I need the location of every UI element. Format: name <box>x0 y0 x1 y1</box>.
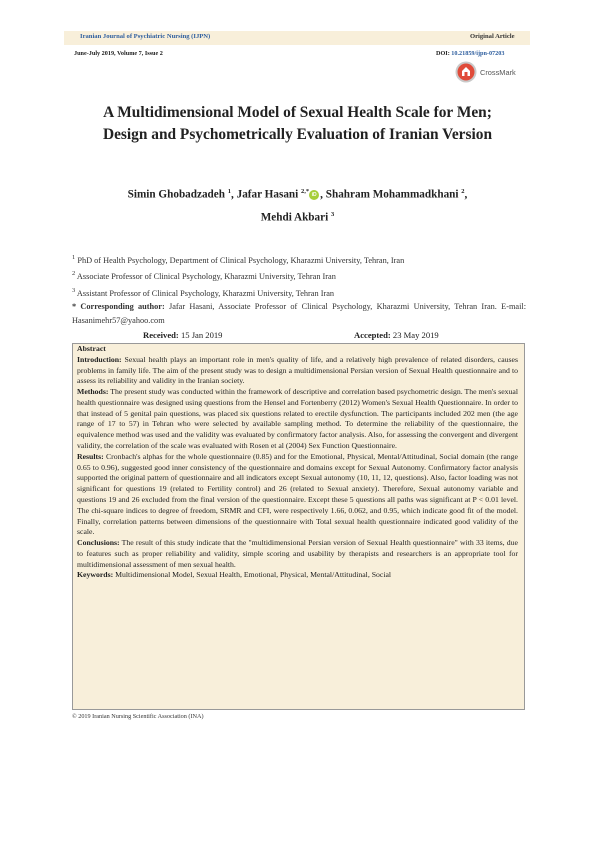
crossmark-icon <box>455 61 477 83</box>
corresponding-text: Jafar Hasani, Associate Professor of Clinical Psychology, Kharazmi University, Tehran Iran. E-mail: Hasanimehr57@yahoo.com <box>72 302 527 325</box>
doi-label: DOI: <box>436 50 452 57</box>
accepted-date: Accepted: 23 May 2019 <box>354 330 439 340</box>
corresponding-label: * Corresponding author: <box>72 302 165 312</box>
abstract-heading: Abstract <box>77 344 106 353</box>
author-affiliation-mark: 2 <box>461 188 465 195</box>
author-list: Simin Ghobadzadeh $^1$, Jafar Hasani $^{2,*}$ iD , Shahram Mohammadkhani $^2$, Mehdi Akbari $^3$ <box>127 188 468 224</box>
abstract-keywords: Keywords: Multidimensional Model, Sexual Health, Emotional, Physical, Mental/Attitudinal, Social <box>77 570 392 580</box>
doi-link[interactable]: 10.21859/ijpn-07203 <box>451 50 505 57</box>
crossmark-label: CrossMark <box>480 68 516 77</box>
author-name: Shahram Mohammadkhani <box>325 188 459 201</box>
author-affiliation-mark: 2,* <box>301 188 310 195</box>
title-line-1: A Multidimensional Model of Sexual Health Scale for Men; <box>103 104 492 121</box>
abstract-content <box>77 344 518 581</box>
abstract-results: Results: Cronbach's alphas for the whole questionnaire (0.85) and for the Emotional, Physical, Mental/Attitudinal, Social domain (the range 0.65 to 0.96), suggested good inner consistency of the questionnaire and domains except for Sexual Autonomy. Confirmatory factor analysis supported the original pattern of questionnaire and all indicators except Sexual autonomy (10, 11, 12, questions). Also, factor loading was not significant for questions 19 (related to Fertility control) and 26 (related to Sexual anxiety). Therefore, Sexual autonomy variable and questions 19 and 26 excluded from the final version of the questionnaire. Except these 5 questions all paths was significant at P < 0.01 level. The chi-square indices to degree of freedom, SRMR and CFI, were respectively 1.66, 0.062, and 0.95, which indicate good fit of the model. Finally, correlation patterns between dimensions of the questionnaire with Total sexual health questionnaire indicated good validity of the scale. <box>77 451 518 537</box>
author-affiliation-mark: 1 <box>227 188 232 195</box>
crossmark-button[interactable] <box>455 61 515 85</box>
orcid-icon[interactable]: iD <box>309 190 319 200</box>
journal-name[interactable]: Iranian Journal of Psychiatric Nursing (IJPN) <box>80 33 211 40</box>
doi <box>436 50 504 57</box>
issue-info: June-July 2019, Volume 7, Issue 2 <box>74 50 163 57</box>
abstract-methods: Methods: The present study was conducted within the framework of descriptive and correlation based psychometric design. The men's sexual health questionnaire was designed using questions from the Hensel and Fortenberry (2012) Women's Sexual Health Questionnaire. In order to that instead of 5 genital pain questions, was placed six questions related to erectile dysfunction. The participants included 202 men (the age range of 17 to 57) in Tehran who were selected by available sampling method. To determine the reliability of the questionnaire, the equivalence method was used and the validity was evaluated by confirmatory factor analysis. Also, for assessing the convergent and divergent validity, the correlation of the scale was evaluated with Rosen et al (2004) Sex Function Questionnaire. <box>77 387 518 451</box>
author-affiliation-mark: 3 <box>331 210 335 218</box>
received-date: Received: 15 Jan 2019 <box>143 330 223 340</box>
title-line-2: Design and Psychometrically Evaluation of Iranian Version <box>102 126 493 143</box>
affiliation-item: $^2$ Associate Professor of Clinical Psychology, Kharazmi University, Tehran Iran <box>72 270 336 282</box>
author-name: Jafar Hasani <box>236 188 299 201</box>
article-type: Original Article <box>470 33 515 40</box>
corresponding-author <box>72 300 526 327</box>
affiliation-item: $^1$ PhD of Health Psychology, Department of Clinical Psychology, Kharazmi University, Tehran, Iran <box>72 254 405 265</box>
copyright-notice: © 2019 Iranian Nursing Scientific Association (INA) <box>72 713 204 720</box>
affiliation-item: $^3$ Assistant Professor of Clinical Psychology, Kharazmi University, Tehran Iran <box>72 286 335 298</box>
abstract-conclusions: Conclusions: The result of this study indicate that the "multidimensional Persian version of Sexual Health questionnaire" with 33 items, due to features such as proper reliability and validity, simple scoring and usability by therapists and researchers is an appropriate tool for multidimensional assessment of men sexual health. <box>77 538 518 569</box>
author-name: Simin Ghobadzadeh <box>127 188 225 201</box>
affiliations <box>72 251 526 327</box>
abstract-introduction: Introduction: Sexual health plays an important role in men's quality of life, and a relatively high prevalence of related disorders, causes problems in family life. The aim of the present study was to design a multidimensional Persian version of Sexual Health questionnaire and to assess its reliability and validity in the Iranian society. <box>77 354 518 386</box>
article-title <box>60 102 535 146</box>
author-name: Mehdi Akbari <box>260 211 329 224</box>
